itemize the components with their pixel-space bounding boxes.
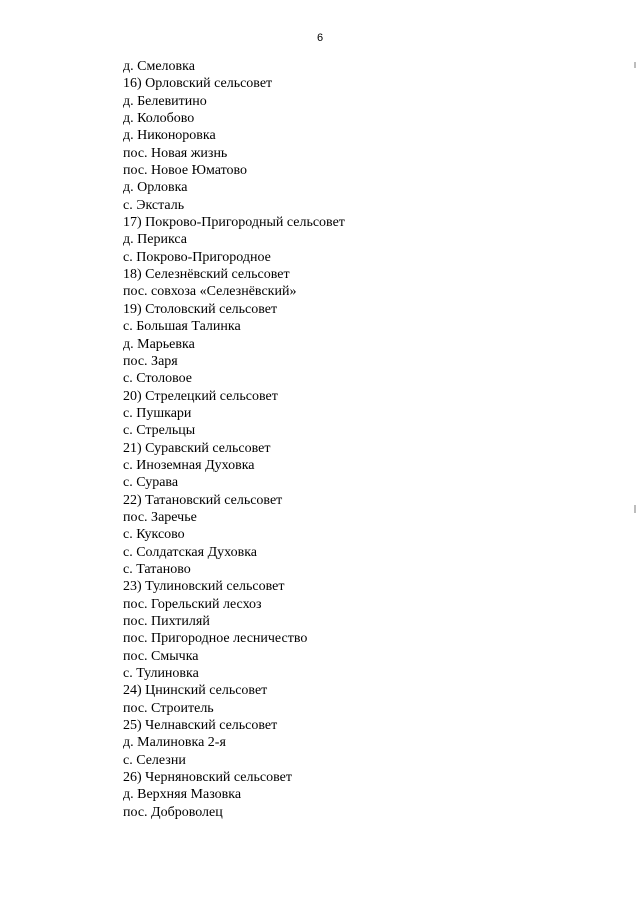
list-item: д. Колобово (123, 111, 195, 127)
list-item: 16) Орловский сельсовет (123, 76, 273, 92)
list-item: пос. Доброволец (123, 804, 223, 820)
list-item: 25) Челнавский сельсовет (123, 718, 278, 734)
list-item: пос. Заря (123, 353, 178, 369)
list-item: 20) Стрелецкий сельсовет (123, 388, 278, 404)
list-item: 23) Тулиновский сельсовет (123, 579, 285, 595)
list-item: д. Верхняя Мазовка (123, 787, 242, 803)
list-item: с. Большая Талинка (123, 319, 241, 335)
scan-edge-mark (634, 62, 636, 68)
list-item: с. Пушкари (123, 405, 192, 421)
list-item: с. Селезни (123, 752, 186, 768)
list-item: 19) Столовский сельсовет (123, 301, 278, 317)
scan-edge-mark (634, 505, 636, 513)
list-item: с. Покрово-Пригородное (123, 249, 271, 265)
settlement-list (123, 58, 345, 821)
list-item: д. Никоноровка (123, 128, 216, 144)
list-item: пос. Новое Юматово (123, 163, 248, 179)
list-item: д. Перикса (123, 232, 187, 248)
list-item: 24) Цнинский сельсовет (123, 683, 268, 699)
page-number: 6 (316, 32, 324, 44)
list-item: пос. совхоза «Селезнёвский» (123, 284, 297, 300)
list-item: с. Эксталь (123, 197, 185, 213)
list-item: с. Сурава (123, 475, 179, 491)
list-item: пос. Смычка (123, 648, 199, 664)
list-item: пос. Строитель (123, 700, 214, 716)
list-item: д. Белевитино (123, 93, 207, 109)
list-item: с. Стрельцы (123, 423, 196, 439)
list-item: 21) Суравский сельсовет (123, 440, 271, 456)
list-item: с. Татаново (123, 561, 191, 577)
list-item: с. Столовое (123, 371, 193, 387)
list-item: пос. Новая жизнь (123, 145, 228, 161)
list-item: пос. Пихтиляй (123, 614, 210, 629)
list-item: д. Смеловка (123, 59, 195, 74)
list-item: пос. Горельский лесхоз (123, 596, 262, 612)
list-item: д. Марьевка (123, 336, 195, 352)
list-item: пос. Пригородное лесничество (123, 631, 308, 647)
list-item: с. Тулиновка (123, 666, 199, 682)
list-item: д. Орловка (123, 180, 188, 196)
list-item: 22) Татановский сельсовет (123, 492, 283, 508)
list-item: с. Иноземная Духовка (123, 457, 255, 473)
list-item: с. Солдатская Духовка (123, 544, 258, 560)
list-item: с. Куксово (123, 527, 185, 543)
list-item: пос. Заречье (123, 509, 197, 525)
list-item: 26) Черняновский сельсовет (123, 770, 292, 786)
list-item: 17) Покрово-Пригородный сельсовет (123, 215, 345, 231)
list-item: д. Малиновка 2-я (123, 735, 226, 751)
list-item: 18) Селезнёвский сельсовет (123, 267, 290, 283)
